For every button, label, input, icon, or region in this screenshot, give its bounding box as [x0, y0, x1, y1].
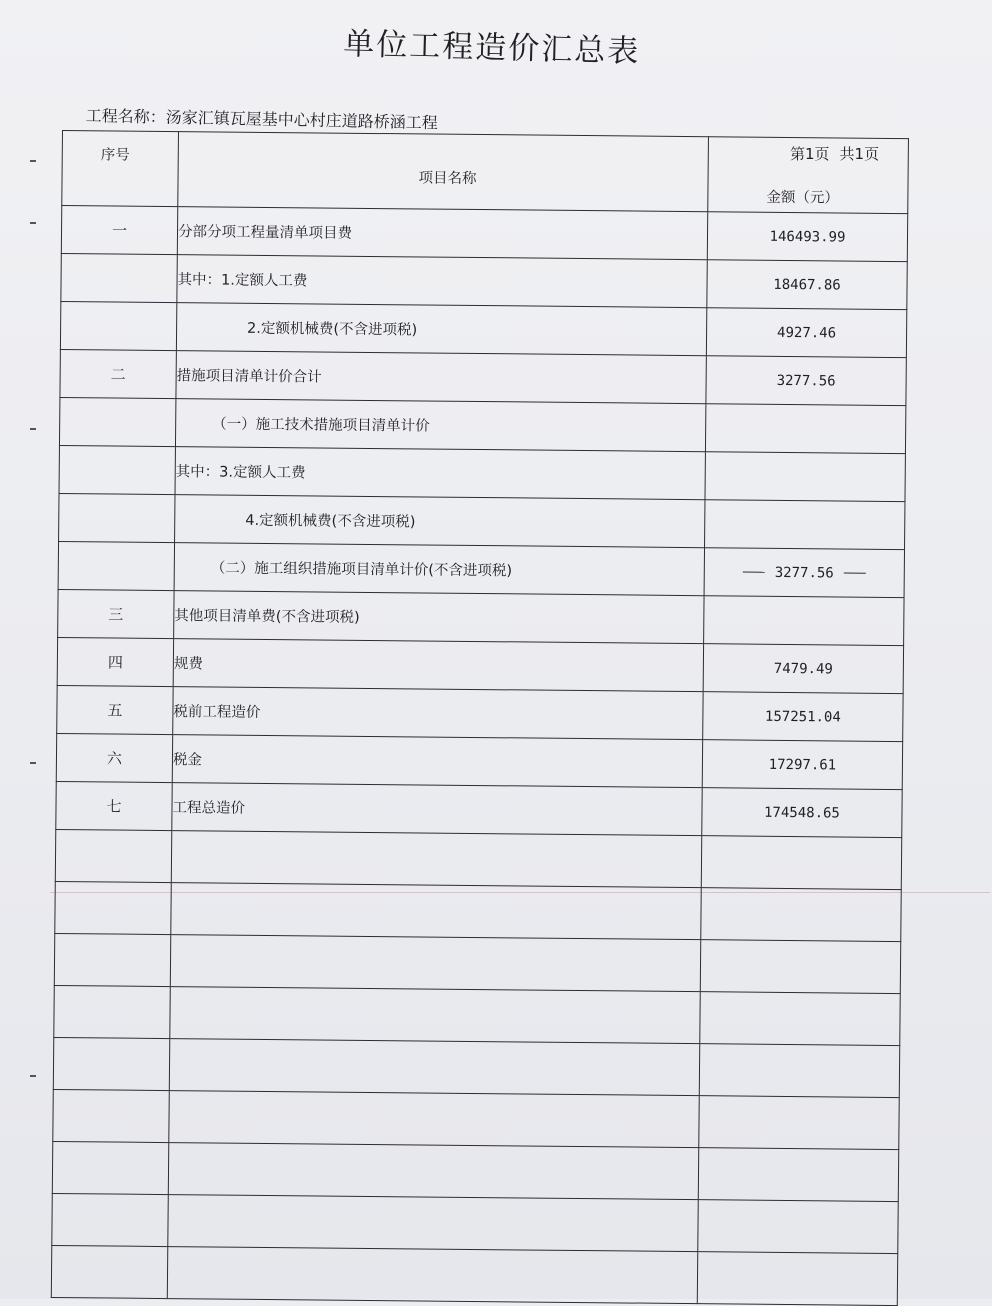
empty-cell [170, 935, 700, 992]
table-row [59, 445, 905, 501]
table-row [57, 685, 903, 741]
empty-cell [51, 1245, 167, 1298]
row-seq [59, 445, 175, 494]
cost-summary-table [51, 130, 909, 1306]
row-item-name: 4.定额机械费(不含进项税) [175, 495, 705, 548]
empty-cell [699, 1096, 899, 1150]
header-amount-cell [708, 137, 909, 214]
margin-mark [30, 1075, 36, 1077]
empty-table-row [55, 881, 901, 941]
empty-table-row [51, 1245, 897, 1305]
row-item-name: （一）施工技术措施项目清单计价 [175, 399, 705, 452]
row-item-name: 其中：3.定额人工费 [175, 447, 705, 500]
row-amount [704, 548, 904, 598]
scan-artifact-line [50, 892, 990, 893]
row-item-name: 税金 [172, 735, 702, 788]
row-item-name: 分部分项工程量清单项目费 [177, 207, 707, 260]
row-seq [58, 541, 174, 590]
empty-cell [53, 1037, 169, 1090]
empty-cell [55, 881, 171, 934]
row-item-name: 税前工程造价 [173, 687, 703, 740]
row-amount [705, 500, 905, 550]
row-item-name: （二）施工组织措施项目清单计价(不含进项税) [174, 543, 704, 596]
row-seq: 一 [61, 206, 177, 255]
table-row [61, 206, 907, 262]
empty-table-row [53, 1089, 899, 1149]
row-amount [704, 596, 904, 646]
row-item-name: 规费 [173, 639, 703, 692]
summary-sheet [51, 130, 908, 1306]
margin-mark [30, 222, 36, 224]
empty-cell [700, 992, 900, 1046]
empty-cell [55, 829, 171, 882]
header-seq-cell [62, 131, 179, 207]
empty-cell [54, 933, 170, 986]
page-total: 共1页 [839, 145, 880, 163]
row-item-name: 其他项目清单费(不含进项税) [174, 591, 704, 644]
document-title: 单位工程造价汇总表 [342, 25, 641, 70]
table-row [56, 733, 902, 789]
row-amount: 157251.04 [703, 692, 903, 742]
table-row [61, 253, 907, 309]
row-amount-value: 3277.56 [774, 564, 834, 581]
row-seq: 二 [60, 349, 176, 398]
margin-mark [30, 762, 36, 764]
empty-cell [170, 987, 700, 1044]
row-amount: 4927.46 [706, 308, 906, 358]
row-amount [705, 452, 905, 502]
project-name: 汤家汇镇瓦屋基中心村庄道路桥涵工程 [165, 107, 438, 133]
table-row [59, 397, 905, 453]
empty-cell [52, 1141, 168, 1194]
table-row [58, 541, 904, 597]
empty-cell [167, 1247, 697, 1304]
row-amount: 18467.86 [707, 260, 907, 310]
project-label: 工程名称： [85, 105, 166, 127]
empty-cell [701, 888, 901, 942]
empty-cell [169, 1039, 699, 1096]
row-amount: 3277.56 [706, 356, 906, 406]
row-seq [60, 301, 176, 350]
empty-cell [53, 1089, 169, 1142]
row-seq: 七 [56, 781, 172, 830]
row-item-name: 2.定额机械费(不含进项税) [176, 303, 706, 356]
row-seq [59, 397, 175, 446]
empty-cell [168, 1195, 698, 1252]
header-name: 项目名称 [418, 170, 477, 187]
empty-table-row [52, 1141, 898, 1201]
row-amount: 174548.65 [702, 788, 902, 838]
empty-cell [698, 1200, 898, 1254]
page-current: 第1页 [790, 145, 830, 163]
row-amount: 7479.49 [703, 644, 903, 694]
table-row [60, 349, 906, 405]
empty-table-row [52, 1193, 898, 1253]
empty-cell [700, 940, 900, 994]
empty-cell [697, 1252, 897, 1306]
empty-cell [54, 985, 170, 1038]
margin-mark [30, 160, 36, 162]
table-row [60, 301, 906, 357]
row-item-name: 工程总造价 [172, 783, 702, 836]
header-amount: 金额（元） [766, 189, 839, 207]
empty-cell [171, 831, 701, 888]
row-seq [59, 493, 175, 542]
empty-table-row [54, 933, 900, 993]
empty-table-row [54, 985, 900, 1045]
empty-cell [52, 1193, 168, 1246]
row-seq: 四 [57, 637, 173, 686]
project-line [86, 103, 438, 133]
row-item-name: 措施项目清单计价合计 [176, 351, 706, 404]
empty-cell [699, 1044, 899, 1098]
row-seq: 三 [58, 589, 174, 638]
header-name-cell [178, 132, 709, 212]
row-amount [705, 404, 905, 454]
margin-mark [30, 428, 36, 430]
row-amount: 17297.61 [702, 740, 902, 790]
table-row [56, 781, 902, 837]
empty-table-row [53, 1037, 899, 1097]
header-seq: 序号 [100, 147, 130, 164]
empty-cell [701, 836, 901, 890]
row-seq [61, 253, 177, 302]
empty-cell [168, 1143, 698, 1200]
empty-cell [169, 1091, 699, 1148]
row-seq: 六 [56, 733, 172, 782]
table-row [58, 589, 904, 645]
empty-table-row [55, 829, 901, 889]
table-row [57, 637, 903, 693]
table-row [59, 493, 905, 549]
row-item-name: 其中：1.定额人工费 [177, 255, 707, 308]
empty-cell [698, 1148, 898, 1202]
table-header-row [62, 131, 909, 214]
row-seq: 五 [57, 685, 173, 734]
row-amount: 146493.99 [707, 212, 907, 262]
